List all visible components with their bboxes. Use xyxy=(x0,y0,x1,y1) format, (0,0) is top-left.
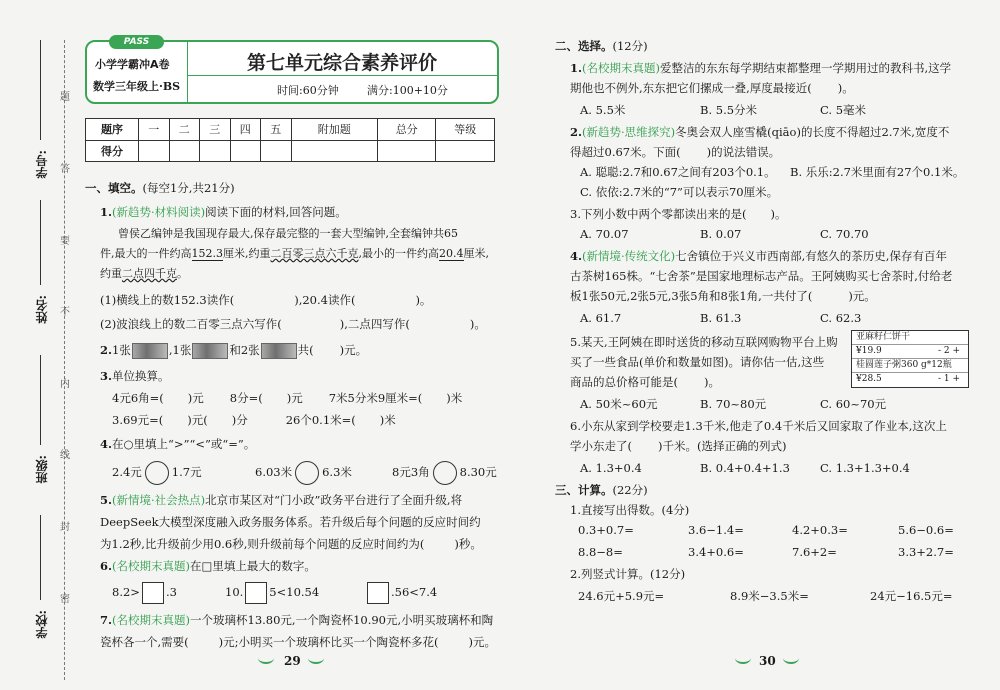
pass-logo: PASS xyxy=(109,35,164,49)
score-header: 四 xyxy=(230,119,261,141)
choice-5-option-c[interactable]: C. 60~70元 xyxy=(820,397,887,411)
choice-6-line-1: 6.小东从家到学校要走1.3千米,他走了0.4千米后又回家取了作业本,这次上 xyxy=(570,419,947,433)
choice-1-option-a[interactable]: A. 5.5米 xyxy=(580,103,626,117)
choice-6-option-b[interactable]: B. 0.4+0.4+1.3 xyxy=(700,461,790,475)
banknote-image xyxy=(261,343,297,359)
q1-sub-2[interactable]: (2)波浪线上的数二百零三点六写作( ),二点四写作( )。 xyxy=(100,317,486,331)
margin-label-class: 班级: xyxy=(35,455,49,484)
margin-rule-class xyxy=(40,355,41,445)
calc-vertical-item[interactable]: 24.6元+5.9元= xyxy=(578,589,665,603)
choice-1-option-b[interactable]: B. 5.5分米 xyxy=(700,103,758,117)
page-title: 第七单元综合素养评价 xyxy=(246,52,437,74)
choice-3-option-b[interactable]: B. 0.07 xyxy=(700,227,742,241)
q1-sub-1[interactable]: (1)横线上的数152.3读作( ),20.4读作( )。 xyxy=(100,293,432,307)
calc-1-title: 1.直接写出得数。(4分) xyxy=(570,503,690,517)
question-5: 5.(新情境·社会热点)北京市某区对“门小政”政务平台进行了全面升级,将 xyxy=(100,493,463,507)
choice-5-line-3[interactable]: 商品的总价格可能是( )。 xyxy=(570,375,720,389)
calc-vertical-item[interactable]: 24元−16.5元= xyxy=(870,589,953,603)
choice-2-line-2[interactable]: 得超过0.67米。下面( )的说法错误。 xyxy=(570,145,781,159)
calc-vertical-item[interactable]: 8.9米−3.5米= xyxy=(730,589,809,603)
calc-item[interactable]: 4.2+0.3= xyxy=(792,523,848,537)
q6-item-3[interactable]: .56<7.4 xyxy=(365,580,437,604)
choice-5-option-b[interactable]: B. 70~80元 xyxy=(700,397,767,411)
q4-compare-3[interactable]: 8元3角 8.30元 xyxy=(392,460,497,485)
seal-word: 答 xyxy=(60,164,70,175)
q4-compare-1[interactable]: 2.4元 1.7元 xyxy=(112,460,202,485)
seal-word: 密 xyxy=(60,594,70,605)
choice-1-line-2[interactable]: 期他也不例外,东东把它们摞成一叠,厚度最接近( )。 xyxy=(570,81,854,95)
calc-item[interactable]: 3.6−1.4= xyxy=(688,523,744,537)
score-cell[interactable] xyxy=(169,140,200,162)
calc-2-title: 2.列竖式计算。(12分) xyxy=(570,567,686,581)
q6-item-1[interactable]: 8.2> .3 xyxy=(112,580,177,604)
choice-6-option-c[interactable]: C. 1.3+1.3+0.4 xyxy=(820,461,910,475)
score-header: 二 xyxy=(169,119,200,141)
margin-label-name: 姓名: xyxy=(35,295,49,324)
section-calculation: 三、计算。(22分) xyxy=(555,483,648,497)
question-tag: (新趋势·思维探究) xyxy=(582,125,676,139)
question-4: 4.在○里填上“>”“<”或“=”。 xyxy=(100,437,256,451)
digit-box[interactable] xyxy=(142,582,164,604)
choice-4: 4.(新情境·传统文化)七舍镇位于兴义市西南部,有悠久的茶历史,保存有百年 xyxy=(570,249,947,263)
choice-1: 1.(名校期末真题)爱整洁的东东每学期结束都整理一学期用过的教科书,这学 xyxy=(570,61,952,75)
header-divider xyxy=(187,75,497,76)
exam-score: 满分:100+10分 xyxy=(367,84,448,97)
choice-2-option-b[interactable]: B. 乐乐:2.7米里面有27个0.1米。 xyxy=(790,165,965,179)
product-name: 桂圆莲子粥360 g*12瓶 xyxy=(852,359,968,373)
choice-2-option-a[interactable]: A. 聪聪:2.7和0.67之间有203个0.1。 xyxy=(580,165,776,179)
q1-material-line: 曾侯乙编钟是我国现存最大,保存最完整的一套大型编钟,全套编钟共65 xyxy=(118,227,458,240)
exam-time: 时间:60分钟 xyxy=(277,84,339,97)
question-2[interactable]: 2.1张 ,1张 和2张 共( )元。 xyxy=(100,343,368,357)
question-tag: (新趋势·材料阅读) xyxy=(112,205,206,219)
q1-material-line: 件,最大的一件约高152.3厘米,约重二百零三点六千克,最小的一件约高20.4厘米, xyxy=(100,247,489,260)
margin-rule-name xyxy=(40,200,41,285)
score-header: 附加题 xyxy=(291,119,377,141)
choice-6-line-2[interactable]: 学小东走了( )千米。(选择正确的列式) xyxy=(570,439,787,453)
choice-4-option-b[interactable]: B. 61.3 xyxy=(700,311,742,325)
choice-2-option-c[interactable]: C. 依依:2.7米的“7”可以表示70厘米。 xyxy=(580,185,779,199)
score-header: 等级 xyxy=(436,119,495,141)
series-name: 小学学霸冲A卷 xyxy=(95,58,170,71)
choice-5-line-2: 买了一些食品(单价和数量如图)。请你估一估,这些 xyxy=(570,355,825,369)
q3-row-1[interactable]: 4元6角=( )元 8分=( )元 7米5分米9厘米=( )米 xyxy=(112,391,463,405)
question-tag: (名校期末真题) xyxy=(112,559,190,573)
quantity-stepper[interactable]: - 1 + xyxy=(937,374,960,384)
calc-item[interactable]: 7.6+2= xyxy=(792,545,837,559)
subject-name: 数学三年级上·BS xyxy=(93,80,181,93)
compare-circle[interactable] xyxy=(433,461,457,485)
q7-line-2[interactable]: 瓷杯各一个,需要( )元;小明买一个玻璃杯比买一个陶瓷杯多花( )元。 xyxy=(100,635,497,649)
page-leaf-icon xyxy=(308,652,324,664)
choice-1-option-c[interactable]: C. 5毫米 xyxy=(820,103,867,117)
score-header: 总分 xyxy=(377,119,435,141)
q1-material-line: 约重二点四千克。 xyxy=(100,267,188,280)
q6-item-2[interactable]: 10. 5<10.54 xyxy=(225,580,319,604)
page-leaf-icon xyxy=(783,652,799,664)
question-3: 3.单位换算。 xyxy=(100,369,170,383)
digit-box[interactable] xyxy=(245,582,267,604)
product-card xyxy=(851,330,969,388)
calc-item[interactable]: 3.3+2.7= xyxy=(898,545,954,559)
score-row-label: 得分 xyxy=(86,140,139,162)
question-tag: (新情境·社会热点) xyxy=(112,493,206,507)
margin-label-id: 学号: xyxy=(35,150,49,179)
product-name: 亚麻籽仁饼干 xyxy=(852,331,968,345)
page-leaf-icon xyxy=(258,652,274,664)
choice-3[interactable]: 3.下列小数中两个零都读出来的是( )。 xyxy=(570,207,787,221)
score-header: 三 xyxy=(200,119,231,141)
compare-circle[interactable] xyxy=(295,461,319,485)
margin-rule-id xyxy=(40,40,41,140)
score-cell[interactable] xyxy=(261,140,292,162)
q3-row-2[interactable]: 3.69元=( )元( )分 26个0.1米=( )米 xyxy=(112,413,396,427)
question-tag: (名校期末真题) xyxy=(582,61,660,75)
exam-header xyxy=(85,37,499,104)
score-cell[interactable] xyxy=(139,140,170,162)
score-cell[interactable] xyxy=(230,140,261,162)
choice-4-line-3[interactable]: 板1张50元,2张5元,3张5角和8张1角,一共付了( )元。 xyxy=(570,289,876,303)
score-header: 五 xyxy=(261,119,292,141)
choice-4-option-c[interactable]: C. 62.3 xyxy=(820,311,862,325)
score-header: 题序 xyxy=(86,119,139,141)
q5-line-3[interactable]: 为1.2秒,比升级前少用0.6秒,则升级前每个问题的反应时间约为( )秒。 xyxy=(100,537,482,551)
page-leaf-icon xyxy=(735,652,751,664)
choice-4-line-2: 古茶树165株。“七舍茶”是国家地理标志产品。王阿姨购买七舍茶时,付给老 xyxy=(570,269,953,283)
choice-2: 2.(新趋势·思维探究)冬奥会双人座雪橇(qiāo)的长度不得超过2.7米,宽度不 xyxy=(570,125,950,139)
score-table xyxy=(85,118,495,162)
section-choice: 二、选择。(12分) xyxy=(555,39,648,53)
page-number-left: 29 xyxy=(284,654,301,668)
choice-3-option-a[interactable]: A. 70.07 xyxy=(580,227,629,241)
q5-line-2: DeepSeek大模型深度融入政务服务体系。若升级后每个问题的反应时间约 xyxy=(100,515,481,529)
binding-line xyxy=(64,40,65,680)
calc-item[interactable]: 5.6−0.6= xyxy=(898,523,954,537)
page-number-right: 30 xyxy=(759,654,776,668)
margin-label-school: 学校: xyxy=(35,610,49,639)
choice-4-option-a[interactable]: A. 61.7 xyxy=(580,311,622,325)
choice-5-line-1: 5.某天,王阿姨在即时送货的移动互联网购物平台上购 xyxy=(570,335,838,349)
banknote-image xyxy=(132,343,168,359)
score-cell[interactable] xyxy=(291,140,377,162)
seal-word: 不 xyxy=(60,307,70,318)
product-price-row: ¥19.9 - 2 + xyxy=(852,345,968,359)
score-cell[interactable] xyxy=(200,140,231,162)
header-left-panel xyxy=(87,37,188,102)
score-cell[interactable] xyxy=(436,140,495,162)
seal-word: 线 xyxy=(60,450,70,461)
calc-item[interactable]: 0.3+0.7= xyxy=(578,523,634,537)
digit-box[interactable] xyxy=(367,582,389,604)
compare-circle[interactable] xyxy=(145,461,169,485)
question-1: 1.(新趋势·材料阅读)阅读下面的材料,回答问题。 xyxy=(100,205,347,219)
score-header: 一 xyxy=(139,119,170,141)
question-6: 6.(名校期末真题)在□里填上最大的数字。 xyxy=(100,559,316,573)
choice-6-option-a[interactable]: A. 1.3+0.4 xyxy=(580,461,642,475)
seal-word: 内 xyxy=(60,379,70,390)
question-tag: (名校期末真题) xyxy=(112,613,190,627)
banknote-image xyxy=(192,343,228,359)
seal-word: 封 xyxy=(60,522,70,533)
seal-word: 要 xyxy=(60,236,70,247)
choice-3-option-c[interactable]: C. 70.70 xyxy=(820,227,869,241)
q4-compare-2[interactable]: 6.03米 6.3米 xyxy=(255,460,352,485)
margin-rule-school xyxy=(40,515,41,600)
calc-item[interactable]: 3.4+0.6= xyxy=(688,545,744,559)
seal-word: 题 xyxy=(60,92,70,103)
choice-5-option-a[interactable]: A. 50米~60元 xyxy=(580,397,658,411)
question-7: 7.(名校期末真题)一个玻璃杯13.80元,一个陶瓷杯10.90元,小明买玻璃杯和陶 xyxy=(100,613,494,627)
quantity-stepper[interactable]: - 2 + xyxy=(937,346,960,356)
section-fill-blank: 一、填空。(每空1分,共21分) xyxy=(85,181,235,195)
question-tag: (新情境·传统文化) xyxy=(582,249,676,263)
score-cell[interactable] xyxy=(377,140,435,162)
calc-item[interactable]: 8.8−8= xyxy=(578,545,623,559)
product-price-row: ¥28.5 - 1 + xyxy=(856,374,960,384)
